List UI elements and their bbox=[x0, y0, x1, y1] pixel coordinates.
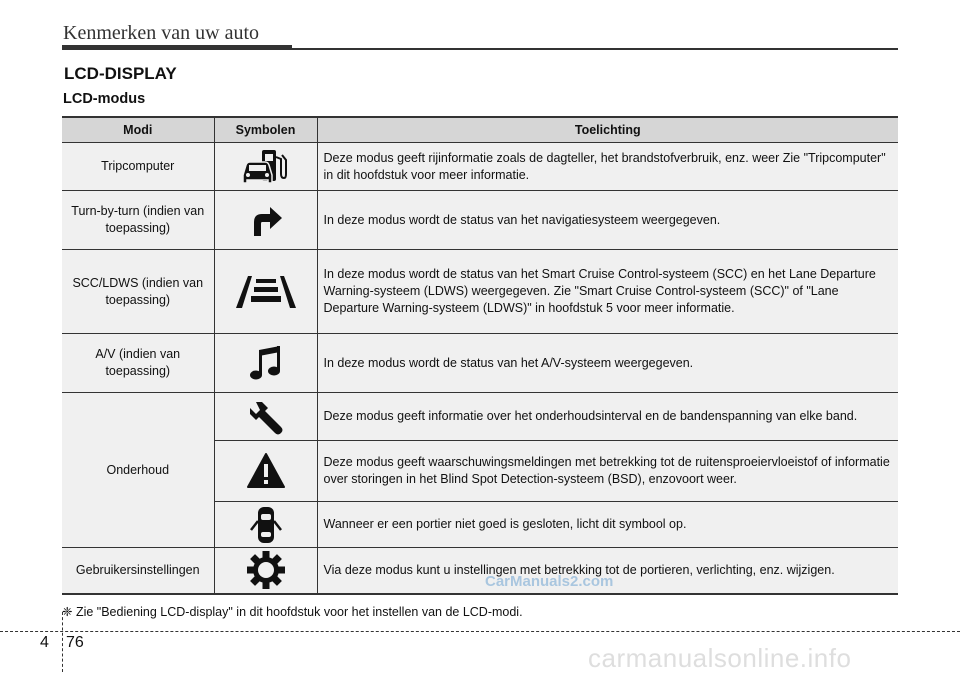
gear-icon bbox=[214, 548, 317, 594]
table-row bbox=[62, 334, 898, 393]
mode-cell: Tripcomputer bbox=[62, 143, 214, 191]
table-row bbox=[62, 191, 898, 250]
fuel-pump-car-icon bbox=[214, 143, 317, 191]
column-header-symbolen: Symbolen bbox=[214, 117, 317, 143]
mode-cell: SCC/LDWS (indien van toepassing) bbox=[62, 250, 214, 334]
description-cell: Deze modus geeft informatie over het onderhoudsinterval en de bandenspanning van elke band. bbox=[317, 393, 898, 441]
column-header-modi: Modi bbox=[62, 117, 214, 143]
description-cell: In deze modus wordt de status van het Smart Cruise Control-systeem (SCC) en het Lane Departure Warning-systeem (LDWS) weergegeven. Zie "Smart Cruise Control-systeem (SCC)" of "Lane Departure Warning-systeem (LDWS)" in hoofdstuk 5 voor meer informatie. bbox=[317, 250, 898, 334]
description-cell: Wanneer er een portier niet goed is gesloten, licht dit symbool op. bbox=[317, 502, 898, 548]
wrench-icon bbox=[214, 393, 317, 441]
page-number-value: 76 bbox=[66, 634, 84, 651]
section-title: LCD-DISPLAY bbox=[64, 64, 177, 83]
warning-triangle-icon bbox=[214, 441, 317, 502]
lane-road-icon bbox=[214, 250, 317, 334]
music-note-icon bbox=[214, 334, 317, 393]
table-row bbox=[62, 143, 898, 191]
footnote: ❈ Zie "Bediening LCD-display" in dit hoofdstuk voor het instellen van de LCD-modi. bbox=[62, 605, 523, 619]
subsection-title: LCD-modus bbox=[63, 91, 146, 107]
door-open-car-icon bbox=[214, 502, 317, 548]
mode-cell: A/V (indien van toepassing) bbox=[62, 334, 214, 393]
description-cell: In deze modus wordt de status van het navigatiesysteem weergegeven. bbox=[317, 191, 898, 250]
description-cell: Deze modus geeft rijinformatie zoals de dagteller, het brandstofverbruik, enz. weer Zie "Tripcomputer" in dit hoofdstuk voor meer informatie. bbox=[317, 143, 898, 191]
description-cell: Deze modus geeft waarschuwingsmeldingen met betrekking tot de ruitensproeiervloeistof of informatie over storingen in het Blind Spot Detection-systeem (BSD), enzovoort weer. bbox=[317, 441, 898, 502]
description-cell: Via deze modus kunt u instellingen met betrekking tot de portieren, verlichting, enz. wijzigen. bbox=[317, 548, 898, 594]
footer-divider bbox=[0, 631, 960, 632]
header-rule bbox=[62, 48, 898, 50]
running-header: Kenmerken van uw auto bbox=[63, 22, 260, 44]
mode-cell: Turn-by-turn (indien van toepassing) bbox=[62, 191, 214, 250]
table-header-row bbox=[62, 117, 898, 143]
description-cell: In deze modus wordt de status van het A/V-systeem weergegeven. bbox=[317, 334, 898, 393]
table-row bbox=[62, 250, 898, 334]
chapter-number: 4 bbox=[40, 634, 49, 651]
mode-cell: Gebruikersinstellingen bbox=[62, 548, 214, 594]
table-row bbox=[62, 393, 898, 441]
mode-cell: Onderhoud bbox=[62, 393, 214, 548]
table-row bbox=[62, 548, 898, 594]
lcd-modes-table bbox=[62, 116, 898, 595]
turn-arrow-icon bbox=[214, 191, 317, 250]
footer-site-watermark: carmanualsonline.info bbox=[588, 643, 852, 673]
page-number bbox=[40, 634, 84, 652]
watermark-text: CarManuals2.com bbox=[485, 573, 614, 590]
column-header-toelichting: Toelichting bbox=[317, 117, 898, 143]
